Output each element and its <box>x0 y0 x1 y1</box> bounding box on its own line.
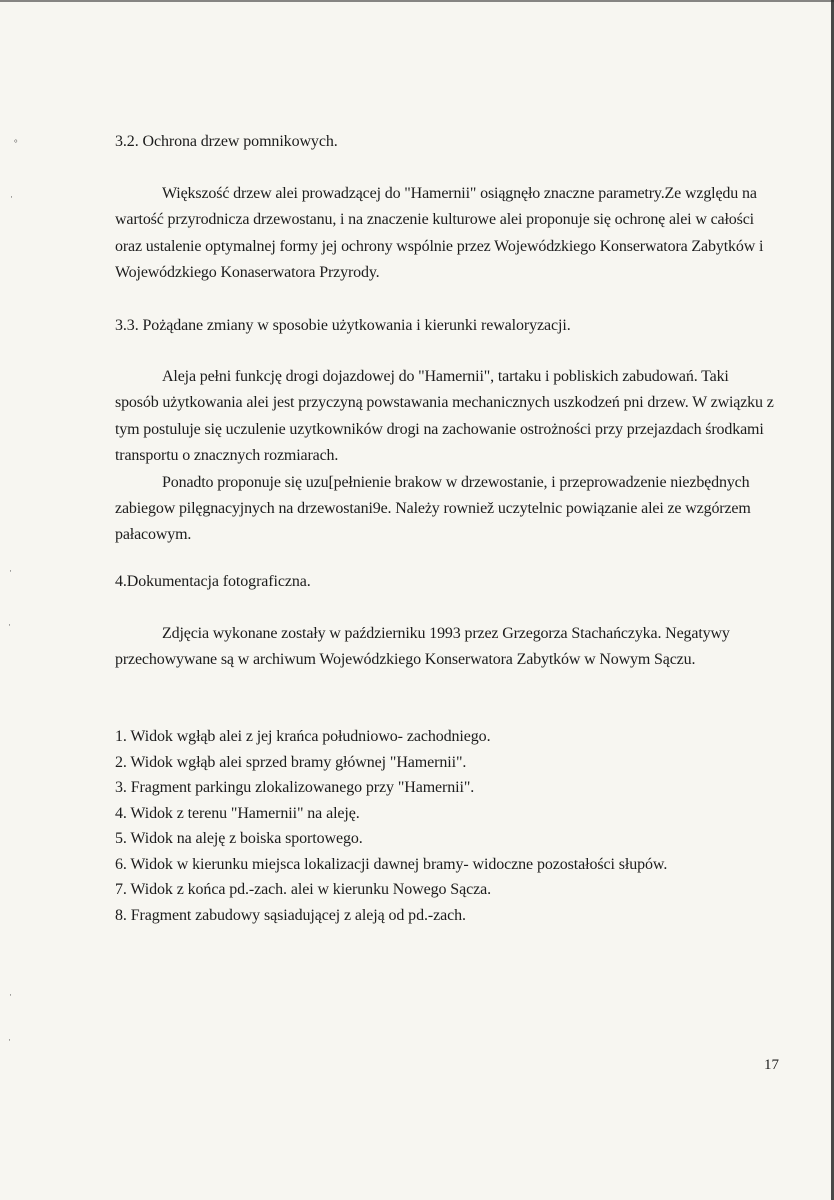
scan-speck: ° <box>14 138 18 148</box>
paragraph: Większość drzew alei prowadzącej do "Hamernii" osiągnęło znaczne parametry.Ze względu na wartość przyrodnicza drzewostanu, i na znaczenie kulturowe alei proponuje się ochronę alei w całości oraz ustalenie optymalnej formy jej ochrony wspólnie przez Wojewódzkiego Konserwatora Zabytków i Wojewódzkiego Konaserwatora Przyrody. <box>115 185 764 282</box>
list-item: 2. Widok wgłąb alei sprzed bramy głównej "Hamernii". <box>115 753 467 771</box>
scan-speck: · <box>8 1035 11 1045</box>
paragraph: Aleja pełni funkcję drogi dojazdowej do "Hamernii", tartaku i pobliskich zabudowań. Taki sposób użytkowania alei jest przyczyną powstawania mechanicznych uszkodzeń pni drzew. W związku z tym postuluje się uczulenie uzytkowników drogi na zachowanie ostrożności przy przejazdach środkami transportu o znacznych rozmiarach. <box>115 368 774 465</box>
scan-edge-top <box>0 0 834 2</box>
list-item: 6. Widok w kierunku miejsca lokalizacji dawnej bramy- widoczne pozostałości słupów. <box>115 855 668 873</box>
list-item: 1. Widok wgłąb alei z jej krańca południowo- zachodniego. <box>115 728 491 745</box>
scan-speck: · <box>10 192 13 202</box>
list-item: 8. Fragment zabudowy sąsiadującej z aleją od pd.-zach. <box>115 906 466 924</box>
scan-speck: · <box>9 566 12 576</box>
paragraph: Ponadto proponuje się uzu[pełnienie brakow w drzewostanie, i przeprowadzenie niezbędnych zabiegow pilęgnacyjnych na drzewostani9e. Należy rowniež uczytelnic powiązanie alei ze wzgórzem pałacowym. <box>115 473 751 544</box>
list-item: 4. Widok z terenu "Hamernii" na aleję. <box>115 804 360 822</box>
list-item: 5. Widok na aleję z boiska sportowego. <box>115 830 363 847</box>
section-3-2-body <box>115 181 775 287</box>
photo-list <box>115 724 775 928</box>
page-number: 17 <box>764 1057 779 1073</box>
paragraph: Zdjęcia wykonane zostały w październiku 1993 przez Grzegorza Stachańczyka. Negatywy przechowywane są w archiwum Wojewódzkiego Konserwatora Zabytków w Nowym Sączu. <box>115 625 730 669</box>
section-4-body <box>115 621 775 674</box>
section-heading-3-3: 3.3. Pożądane zmiany w sposobie użytkowania i kierunki rewaloryzacji. <box>115 317 571 334</box>
section-heading-3-2: 3.2. Ochrona drzew pomnikowych. <box>115 133 338 150</box>
scan-speck: · <box>8 620 11 630</box>
section-heading-4: 4.Dokumentacja fotograficzna. <box>115 573 311 590</box>
scan-speck: · <box>9 990 12 1000</box>
list-item: 7. Widok z końca pd.-zach. alei w kierunku Nowego Sącza. <box>115 881 491 898</box>
section-3-3-body <box>115 364 775 549</box>
list-item: 3. Fragment parkingu zlokalizowanego przy "Hamernii". <box>115 779 475 796</box>
